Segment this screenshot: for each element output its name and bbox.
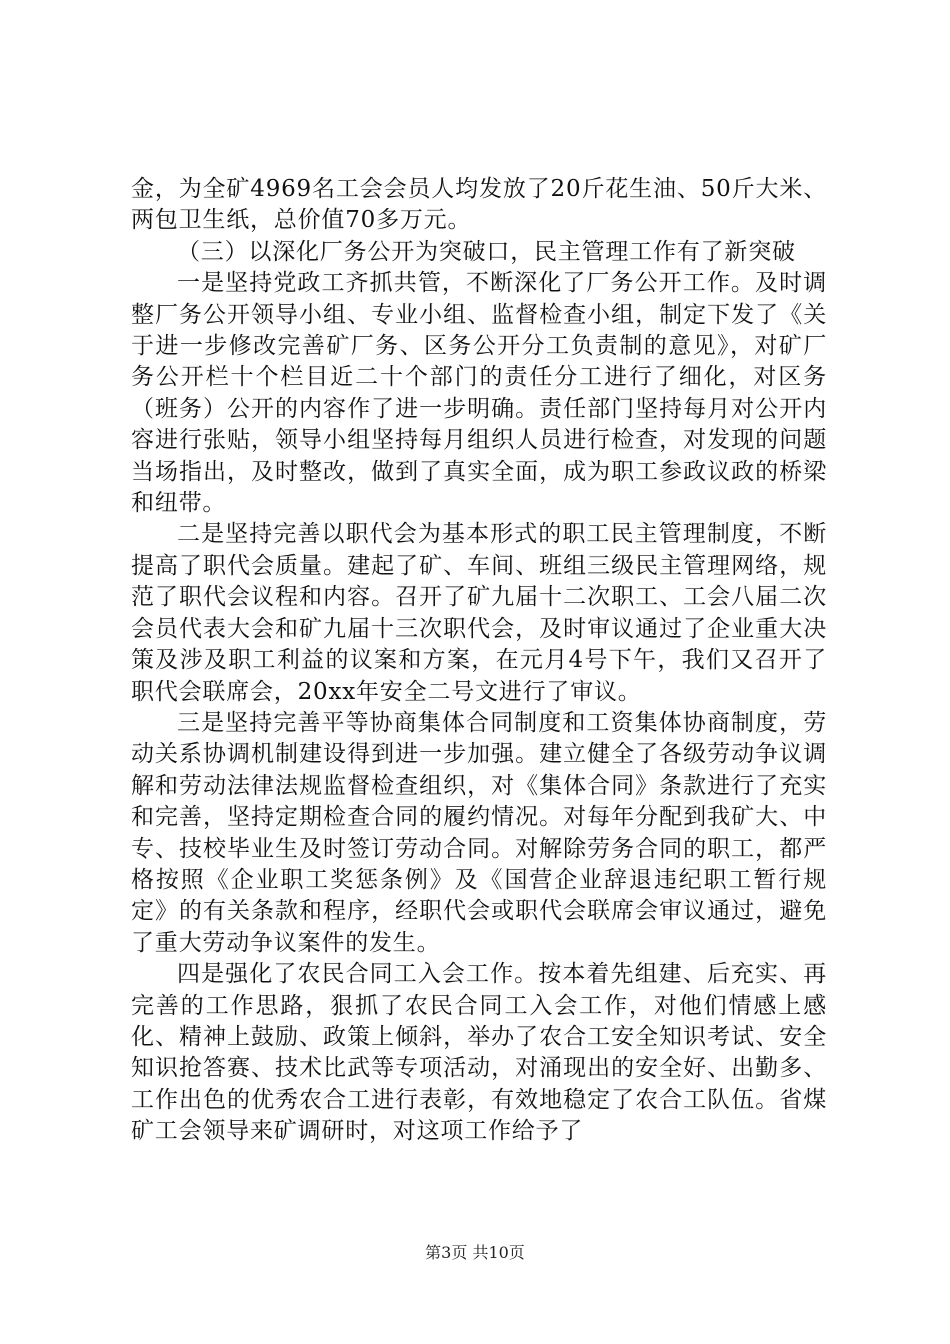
paragraph-item-4: 四是强化了农民合同工入会工作。按本着先组建、后充实、再完善的工作思路，狠抓了农民合同工入会工作，对他们情感上感化、精神上鼓励、政策上倾斜，举办了农合工安全知识考试、安全知识抢答赛、技术比武等专项活动，对涌现出的安全好、出勤多、工作出色的优秀农合工进行表彰，有效地稳定了农合工队伍。省煤矿工会领导来矿调研时，对这项工作给予了 [131, 961, 827, 1145]
paragraph-item-3: 三是坚持完善平等协商集体合同制度和工资集体协商制度，劳动关系协调机制建设得到进一步加强。建立健全了各级劳动争议调解和劳动法律法规监督检查组织，对《集体合同》条款进行了充实和完善，坚持定期检查合同的履约情况。对每年分配到我矿大、中专、技校毕业生及时签订劳动合同。对解除劳务合同的职工，都严格按照《企业职工奖惩条例》及《国营企业辞退违纪职工暂行规定》的有关条款和程序，经职代会或职代会联席会审议通过，避免了重大劳动争议案件的发生。 [131, 709, 827, 956]
paragraph-continuation: 金，为全矿4969名工会会员人均发放了20斤花生油、50斤大米、两包卫生纸，总价值70多万元。 [131, 176, 827, 234]
section-heading-3: （三）以深化厂务公开为突破口，民主管理工作有了新突破 [177, 238, 796, 265]
document-body [131, 174, 827, 1148]
paragraph-item-1: 一是坚持党政工齐抓共管，不断深化了厂务公开工作。及时调整厂务公开领导小组、专业小组、监督检查小组，制定下发了《关于进一步修改完善矿厂务、区务公开分工负责制的意见》，对矿厂务公开栏十个栏目近二十个部门的责任分工进行了细化，对区务（班务）公开的内容作了进一步明确。责任部门坚持每月对公开内容进行张贴，领导小组坚持每月组织人员进行检查，对发现的问题当场指出，及时整改，做到了真实全面，成为职工参政议政的桥梁和纽带。 [131, 270, 827, 517]
paragraph-item-2: 二是坚持完善以职代会为基本形式的职工民主管理制度，不断提高了职代会质量。建起了矿、车间、班组三级民主管理网络，规范了职代会议程和内容。召开了矿九届十二次职工、工会八届二次会员代表大会和矿九届十三次职代会，及时审议通过了企业重大决策及涉及职工利益的议案和方案，在元月4号下午，我们又召开了职代会联席会，20xx年安全二号文进行了审议。 [131, 521, 827, 705]
page-number-footer: 第3页 共10页 [425, 1243, 525, 1262]
